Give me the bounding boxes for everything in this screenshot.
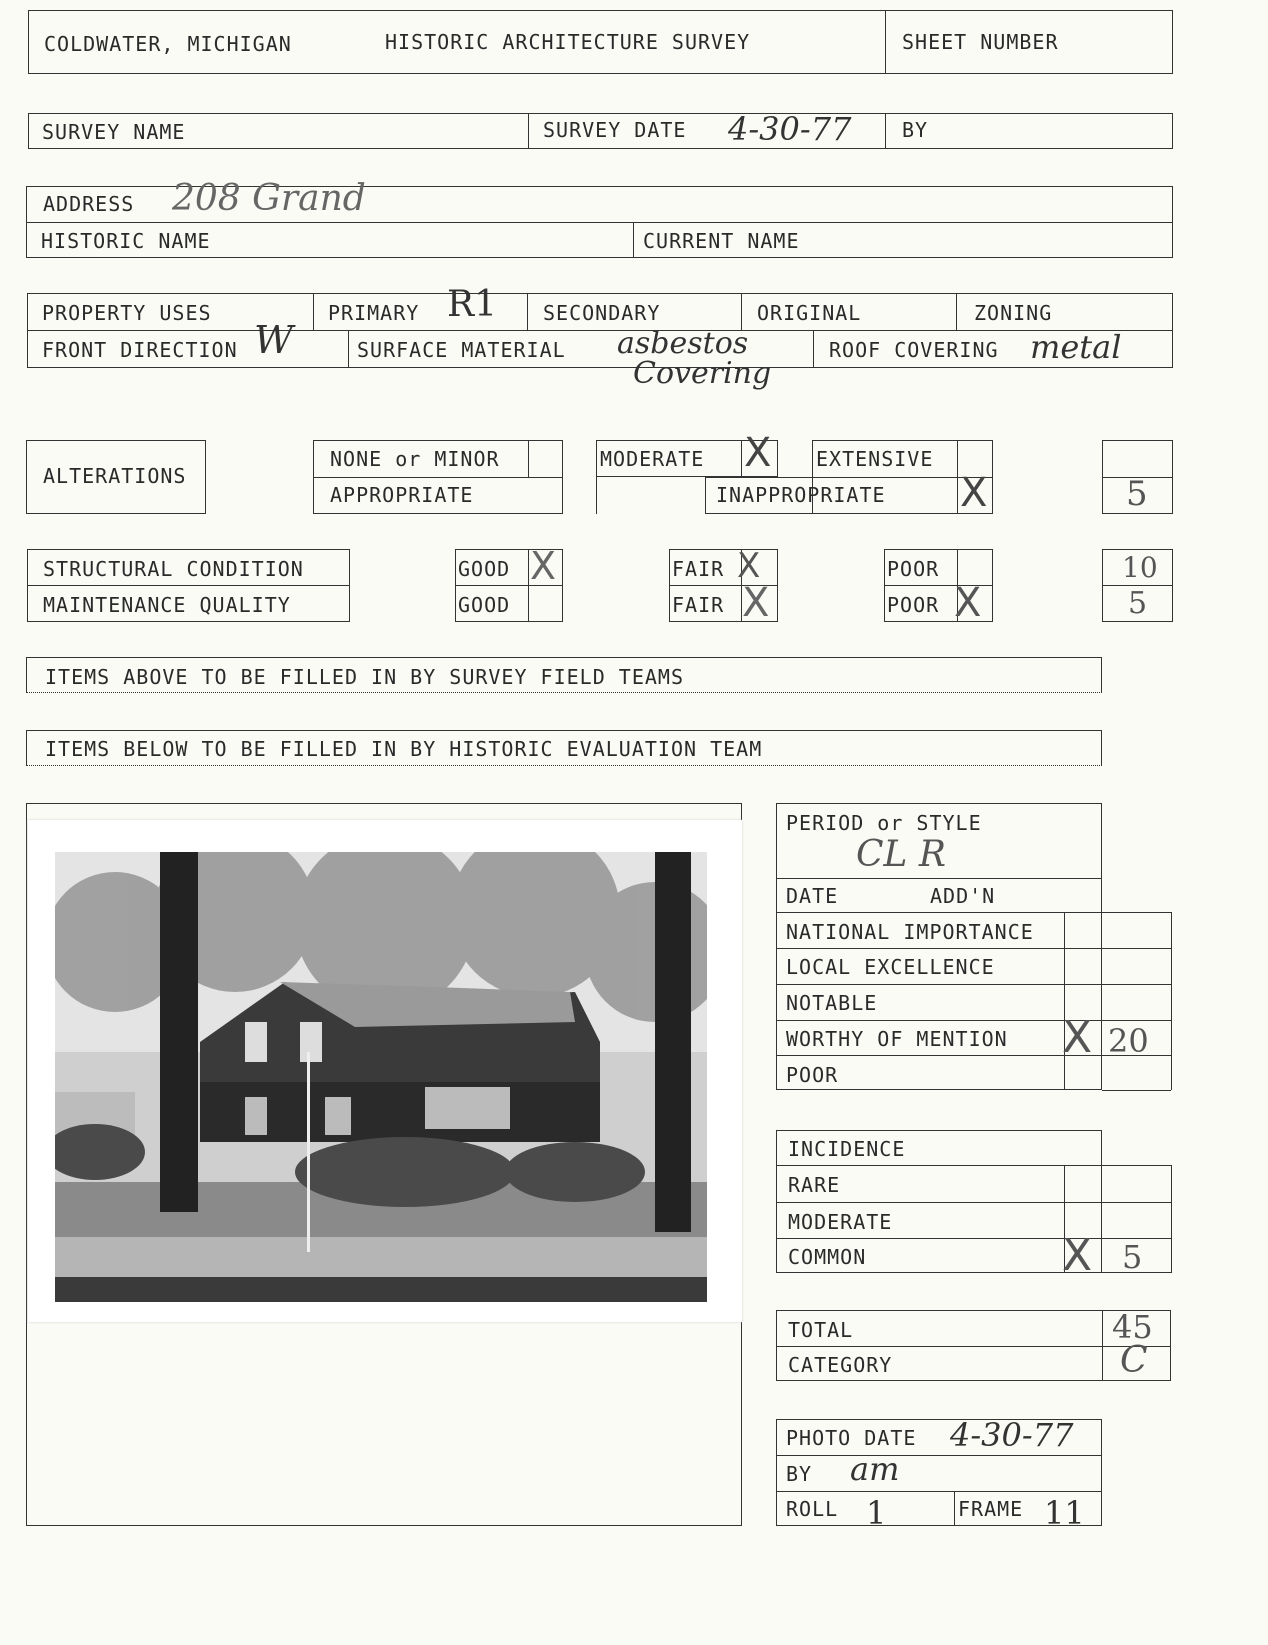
surface-material-value-2: Covering bbox=[633, 356, 772, 391]
maintenance-poor-label: POOR bbox=[887, 593, 940, 617]
maintenance-good-label: GOOD bbox=[458, 593, 511, 617]
property-row-divider bbox=[27, 330, 1173, 331]
structural-fair-label: FAIR bbox=[672, 557, 725, 581]
worthy-of-mention-label: WORTHY OF MENTION bbox=[786, 1027, 1008, 1051]
photo-by-label: BY bbox=[786, 1462, 813, 1486]
period-style-value: CL R bbox=[856, 834, 946, 875]
zoning-label: ZONING bbox=[974, 301, 1053, 325]
eval-poor-label: POOR bbox=[786, 1063, 839, 1087]
sheet-number-label: SHEET NUMBER bbox=[902, 30, 1059, 54]
property-div-1 bbox=[313, 293, 314, 330]
maintenance-score: 5 bbox=[1128, 586, 1148, 621]
front-direction-label: FRONT DIRECTION bbox=[42, 338, 238, 362]
maintenance-fair-label: FAIR bbox=[672, 593, 725, 617]
totals-score-divider bbox=[1102, 1310, 1103, 1381]
incidence-div-2 bbox=[776, 1202, 1171, 1203]
frame-value: 11 bbox=[1044, 1494, 1085, 1532]
none-minor-divider bbox=[313, 477, 563, 478]
survey-name-label: SURVEY NAME bbox=[42, 120, 186, 144]
structural-score: 10 bbox=[1122, 551, 1158, 584]
date-label: DATE bbox=[786, 884, 839, 908]
survey-by-label: BY bbox=[902, 118, 929, 142]
moderate-check-divider bbox=[741, 440, 742, 477]
surface-material-value-1: asbestos bbox=[617, 326, 749, 361]
category-value: C bbox=[1120, 1340, 1148, 1381]
category-label: CATEGORY bbox=[788, 1353, 893, 1377]
eval-div-local bbox=[776, 984, 1171, 985]
survey-date-label: SURVEY DATE bbox=[543, 118, 687, 142]
eval-score-right bbox=[1171, 912, 1172, 1090]
property-div-2 bbox=[527, 293, 528, 330]
address-row-divider bbox=[26, 222, 1173, 223]
structural-good-mark: X bbox=[530, 544, 557, 588]
front-direction-value: W bbox=[254, 318, 294, 362]
primary-label: PRIMARY bbox=[328, 301, 420, 325]
house-photograph bbox=[55, 852, 707, 1302]
condition-label-divider bbox=[27, 585, 350, 586]
moderate-mark: X bbox=[744, 430, 772, 476]
surface-material-label: SURFACE MATERIAL bbox=[357, 338, 566, 362]
photo-info-frame-divider bbox=[954, 1491, 955, 1526]
common-mark: X bbox=[1062, 1230, 1093, 1281]
field-teams-note: ITEMS ABOVE TO BE FILLED IN BY SURVEY FIELD TEAMS bbox=[45, 665, 685, 689]
notable-label: NOTABLE bbox=[786, 991, 878, 1015]
photo-by-value: am bbox=[850, 1450, 900, 1488]
property-div-6 bbox=[813, 330, 814, 368]
local-excellence-label: LOCAL EXCELLENCE bbox=[786, 955, 995, 979]
property-div-4 bbox=[956, 293, 957, 330]
rare-label: RARE bbox=[788, 1173, 841, 1197]
photo-date-value: 4-30-77 bbox=[950, 1416, 1074, 1454]
secondary-label: SECONDARY bbox=[543, 301, 661, 325]
eval-div-national bbox=[776, 948, 1171, 949]
header-divider bbox=[885, 10, 886, 74]
worthy-score: 20 bbox=[1108, 1022, 1149, 1060]
incidence-div-3 bbox=[776, 1238, 1171, 1239]
eval-check-divider bbox=[1064, 912, 1065, 1090]
address-value: 208 Grand bbox=[172, 178, 366, 219]
alterations-label: ALTERATIONS bbox=[43, 464, 187, 488]
survey-row-divider-2 bbox=[885, 113, 886, 149]
roof-covering-label: ROOF COVERING bbox=[829, 338, 999, 362]
common-score: 5 bbox=[1122, 1238, 1143, 1276]
survey-date-value: 4-30-77 bbox=[728, 110, 852, 148]
moderate-label: MODERATE bbox=[600, 447, 705, 471]
roof-covering-value: metal bbox=[1030, 328, 1122, 366]
alterations-score: 5 bbox=[1126, 474, 1148, 514]
photo-info-div-2 bbox=[776, 1491, 1102, 1492]
survey-row-divider-1 bbox=[528, 113, 529, 149]
eval-div-date bbox=[776, 912, 1171, 913]
current-name-label: CURRENT NAME bbox=[643, 229, 800, 253]
extensive-label: EXTENSIVE bbox=[816, 447, 934, 471]
inappropriate-mark: X bbox=[960, 470, 988, 516]
address-label: ADDRESS bbox=[43, 192, 135, 216]
original-label: ORIGINAL bbox=[757, 301, 862, 325]
structural-good-label: GOOD bbox=[458, 557, 511, 581]
roll-value: 1 bbox=[866, 1494, 887, 1532]
eval-div-notable bbox=[776, 1020, 1171, 1021]
national-importance-label: NATIONAL IMPORTANCE bbox=[786, 920, 1034, 944]
frame-label: FRAME bbox=[958, 1497, 1024, 1521]
totals-divider bbox=[776, 1346, 1171, 1347]
property-uses-label: PROPERTY USES bbox=[42, 301, 212, 325]
appropriate-label: APPROPRIATE bbox=[330, 483, 474, 507]
total-label: TOTAL bbox=[788, 1318, 854, 1342]
none-minor-label: NONE or MINOR bbox=[330, 447, 500, 471]
eval-div-period bbox=[776, 878, 1102, 879]
roll-label: ROLL bbox=[786, 1497, 839, 1521]
incidence-moderate-label: MODERATE bbox=[788, 1210, 893, 1234]
structural-condition-label: STRUCTURAL CONDITION bbox=[43, 557, 304, 581]
maintenance-fair-mark: X bbox=[742, 580, 770, 626]
inappropriate-label: INAPPROPRIATE bbox=[716, 483, 886, 507]
city-label: COLDWATER, MICHIGAN bbox=[44, 32, 292, 56]
total-value: 45 bbox=[1112, 1308, 1153, 1346]
incidence-score-right bbox=[1171, 1165, 1172, 1273]
none-minor-check-divider bbox=[528, 440, 529, 477]
photo-info-div-1 bbox=[776, 1455, 1102, 1456]
photo-date-label: PHOTO DATE bbox=[786, 1426, 917, 1450]
period-style-label: PERIOD or STYLE bbox=[786, 811, 982, 835]
eval-bottom-ext bbox=[1102, 1090, 1171, 1091]
worthy-mark: X bbox=[1062, 1012, 1093, 1063]
name-divider bbox=[633, 222, 634, 258]
common-label: COMMON bbox=[788, 1245, 867, 1269]
historic-name-label: HISTORIC NAME bbox=[41, 229, 211, 253]
evaluation-team-note: ITEMS BELOW TO BE FILLED IN BY HISTORIC EVALUATION TEAM bbox=[45, 737, 763, 761]
house-photo-illustration bbox=[55, 852, 707, 1302]
primary-value: R1 bbox=[447, 284, 498, 325]
maintenance-poor-mark: X bbox=[954, 580, 982, 626]
addn-label: ADD'N bbox=[930, 884, 996, 908]
moderate-left-ext bbox=[596, 477, 597, 514]
structural-poor-label: POOR bbox=[887, 557, 940, 581]
incidence-div-1 bbox=[776, 1165, 1171, 1166]
survey-title: HISTORIC ARCHITECTURE SURVEY bbox=[385, 30, 751, 54]
maintenance-quality-label: MAINTENANCE QUALITY bbox=[43, 593, 291, 617]
good-check-divider bbox=[528, 549, 529, 622]
structural-fair-mark: X bbox=[737, 546, 761, 586]
incidence-label: INCIDENCE bbox=[788, 1137, 906, 1161]
property-div-5 bbox=[348, 330, 349, 368]
property-div-3 bbox=[741, 293, 742, 330]
